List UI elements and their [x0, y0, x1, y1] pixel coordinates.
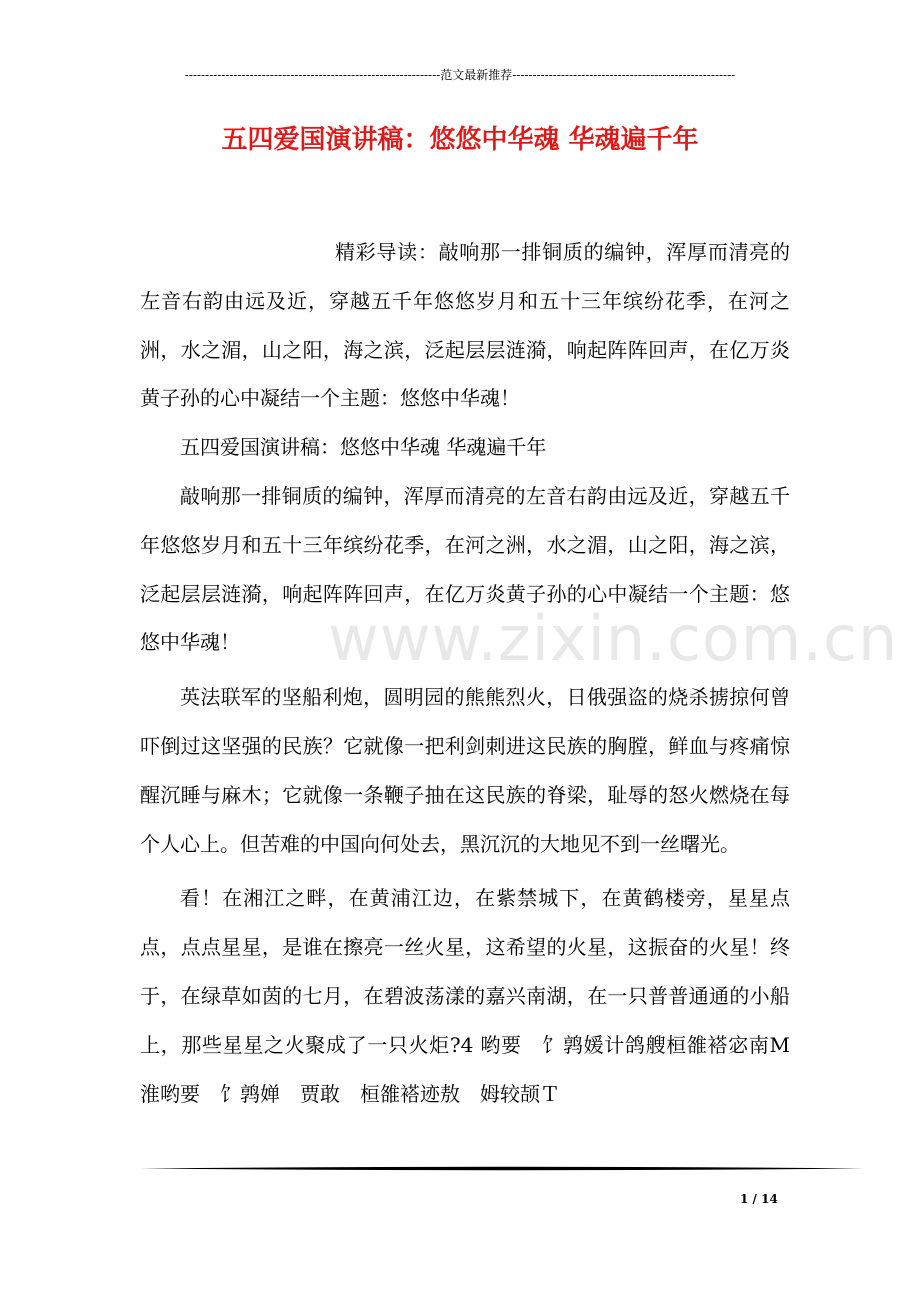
- header-banner: ---------------------------------------------------------------范文最新推荐-------------------------------------------------------: [184, 68, 736, 82]
- paragraph-bells: 敲响那一排铜质的编钟，浑厚而清亮的左音右韵由远及近，穿越五千年悠悠岁月和五十三年缤纷花季，在河之洲，水之湄，山之阳，海之滨，泛起层层涟漪，响起阵阵回声，在亿万炎黄子孙的心中凝结一个主题：悠悠中华魂！: [140, 483, 790, 655]
- footer-rule: [140, 1166, 864, 1171]
- page-number: 1 / 14: [740, 1192, 778, 1206]
- paragraph-subtitle: 五四爱国演讲稿：悠悠中华魂 华魂遍千年: [180, 435, 547, 460]
- paragraph-intro: 精彩导读：敲响那一排铜质的编钟，浑厚而清亮的左音右韵由远及近，穿越五千年悠悠岁月和五十三年缤纷花季，在河之洲，水之湄，山之阳，海之滨，泛起层层涟漪，响起阵阵回声，在亿万炎黄子孙的心中凝结一个主题：悠悠中华魂！: [140, 240, 790, 411]
- document-title: 五四爱国演讲稿：悠悠中华魂 华魂遍千年: [221, 125, 699, 155]
- paragraph-spark: 看！在湘江之畔，在黄浦江边，在紫禁城下，在黄鹤楼旁，星星点点，点点星星，是谁在擦亮一丝火星，这希望的火星，这振奋的火星！终于，在绿草如茵的七月，在碧波荡漾的嘉兴南湖，在一只普普通通的小船上，那些星星之火聚成了一只火炬?4 哟要 饣鹑媛计鸽艘桓雒褡宓南M 淮哟要 饣鹑婵 贾敢 桓雒褡迹敖 姆较颉Ｔ: [140, 886, 810, 1106]
- paragraph-history: 英法联军的坚船利炮，圆明园的熊熊烈火，日俄强盗的烧杀掳掠何曾吓倒过这坚强的民族？它就像一把利剑刺进这民族的胸膛，鲜血与疼痛惊醒沉睡与麻木；它就像一条鞭子抽在这民族的脊梁，耻辱的怒火燃烧在每个人心上。但苦难的中国向何处去，黑沉沉的大地见不到一丝曙光。: [140, 685, 790, 856]
- site-watermark: www.zixin.com.cn: [328, 602, 899, 675]
